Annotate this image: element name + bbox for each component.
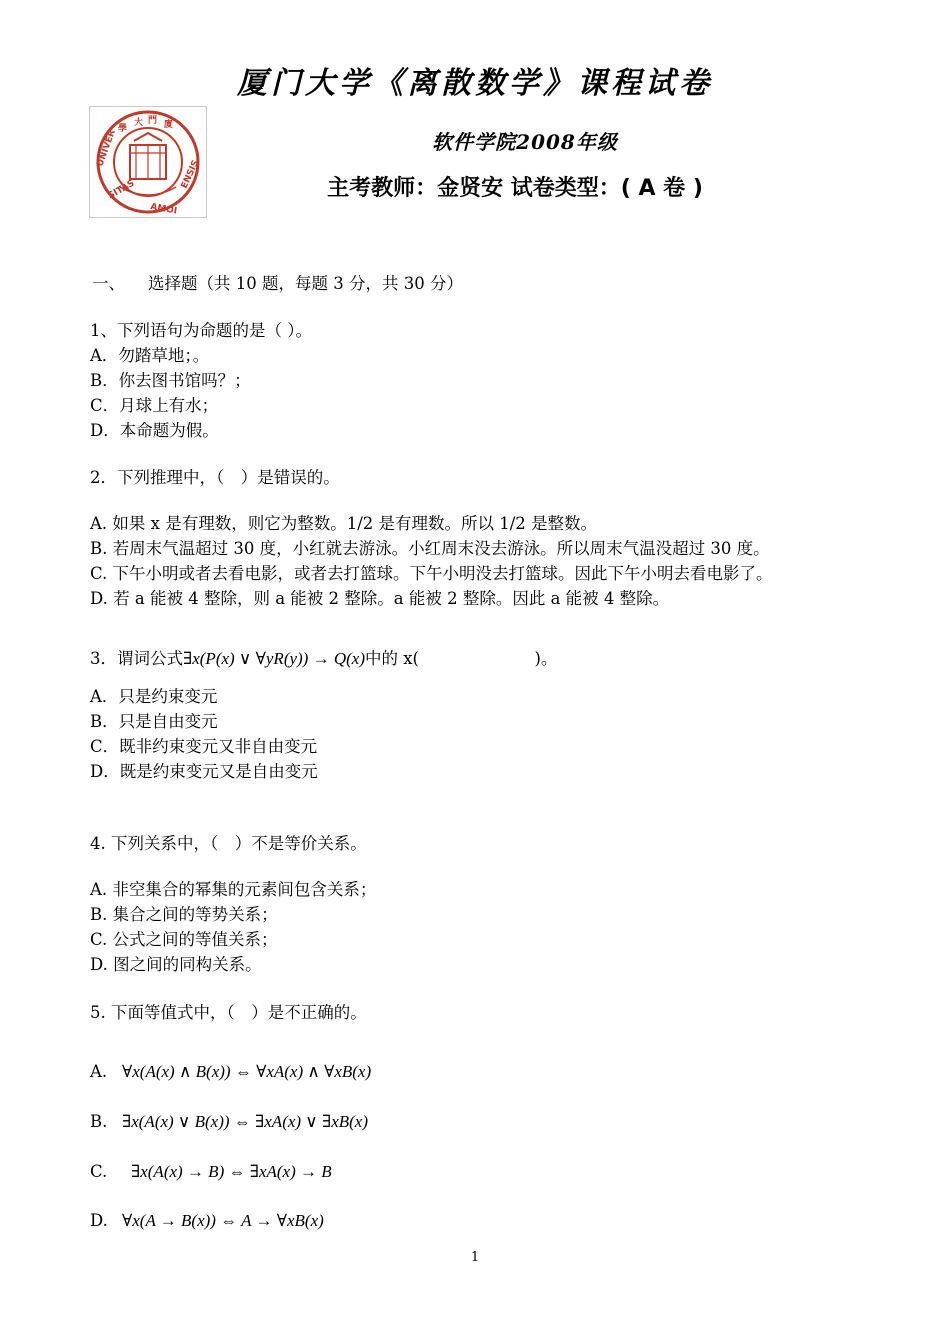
- question-1-option-c: C．月球上有水；: [90, 396, 219, 415]
- question-4-option-a: A. 非空集合的幂集的元素间包含关系；: [90, 880, 377, 899]
- question-3-option-d: D．既是约束变元又是自由变元: [90, 762, 318, 781]
- question-4-option-d: D. 图之间的同构关系。: [90, 955, 262, 974]
- question-2-stem: 2．下列推理中，（ ）是错误的。: [90, 468, 340, 487]
- exam-subtitle: 软件学院2008年级: [432, 130, 618, 154]
- svg-text:SITAS: SITAS: [106, 178, 137, 202]
- svg-text:門: 門: [148, 116, 158, 126]
- question-5-option-d-formula: ∀x(A → B(x)) ⇔ A → ∀xB(x): [122, 1211, 324, 1230]
- question-4-option-c: C. 公式之间的等值关系；: [90, 930, 278, 949]
- page-number: 1: [470, 1250, 480, 1265]
- svg-text:大: 大: [134, 118, 144, 128]
- question-5-stem: 5. 下面等值式中，（ ）是不正确的。: [90, 1003, 367, 1022]
- question-3-stem-prefix: 3．谓词公式: [90, 649, 183, 668]
- question-1-stem: 1、下列语句为命题的是（ ）。: [90, 321, 312, 340]
- question-4-option-b: B. 集合之间的等势关系；: [90, 905, 278, 924]
- question-5-option-a-label: A.: [90, 1062, 108, 1081]
- question-5-option-c-formula: ∃x(A(x) → B) ⇔ ∃xA(x) → B: [131, 1162, 332, 1181]
- svg-text:AMOI: AMOI: [149, 202, 178, 217]
- question-2-option-b: B. 若周末气温超过 30 度，小红就去游泳。小红周末没去游泳。所以周末气温没超过 30 度。: [90, 539, 770, 558]
- question-2-option-c: C. 下午小明或者去看电影，或者去打篮球。下午小明没去打篮球。因此下午小明去看电影了。: [90, 564, 773, 583]
- question-3-option-c: C．既非约束变元又非自由变元: [90, 737, 318, 756]
- svg-text:廈: 廈: [164, 120, 174, 130]
- question-3-stem: [90, 646, 557, 671]
- question-1-option-d: D．本命题为假。: [90, 421, 219, 440]
- question-3-option-a: A．只是约束变元: [90, 687, 218, 706]
- question-3-stem-suffix: 中的 x( )。: [365, 649, 558, 668]
- exam-teacher-line: 主考教师：金贤安 试卷类型：( A 卷 ): [327, 176, 703, 201]
- exam-title: 厦门大学《离散数学》课程试卷: [237, 66, 713, 101]
- section-number: 一、: [92, 274, 125, 293]
- svg-text:ENSIS: ENSIS: [179, 158, 202, 191]
- svg-text:UNIVER: UNIVER: [95, 128, 118, 169]
- question-2-option-a: A. 如果 x 是有理数，则它为整数。1/2 是有理数。所以 1/2 是整数。: [90, 514, 598, 533]
- question-4-stem: 4. 下列关系中，（ ）不是等价关系。: [90, 834, 367, 853]
- question-5-option-d-label: D.: [90, 1211, 108, 1230]
- question-2-option-d: D. 若 a 能被 4 整除，则 a 能被 2 整除。a 能被 2 整除。因此 a 能被 4 整除。: [90, 589, 670, 608]
- question-5-option-b-label: B.: [90, 1112, 108, 1131]
- section-title: 选择题（共 10 题，每题 3 分，共 30 分）: [148, 274, 463, 293]
- question-5-option-a-formula: ∀x(A(x) ∧ B(x)) ⇔ ∀xA(x) ∧ ∀xB(x): [122, 1062, 372, 1081]
- question-3-formula: ∃x(P(x) ∨ ∀yR(y)) → Q(x): [183, 649, 365, 668]
- question-3-option-b: B．只是自由变元: [90, 712, 218, 731]
- question-5-option-b-formula: ∃x(A(x) ∨ B(x)) ⇔ ∃xA(x) ∨ ∃xB(x): [122, 1112, 369, 1131]
- question-1-option-b: B．你去图书馆吗？；: [90, 371, 251, 390]
- svg-text:學: 學: [118, 124, 128, 134]
- question-1-option-a: A．勿踏草地；。: [90, 346, 210, 365]
- question-5-option-c-label: C.: [90, 1162, 108, 1181]
